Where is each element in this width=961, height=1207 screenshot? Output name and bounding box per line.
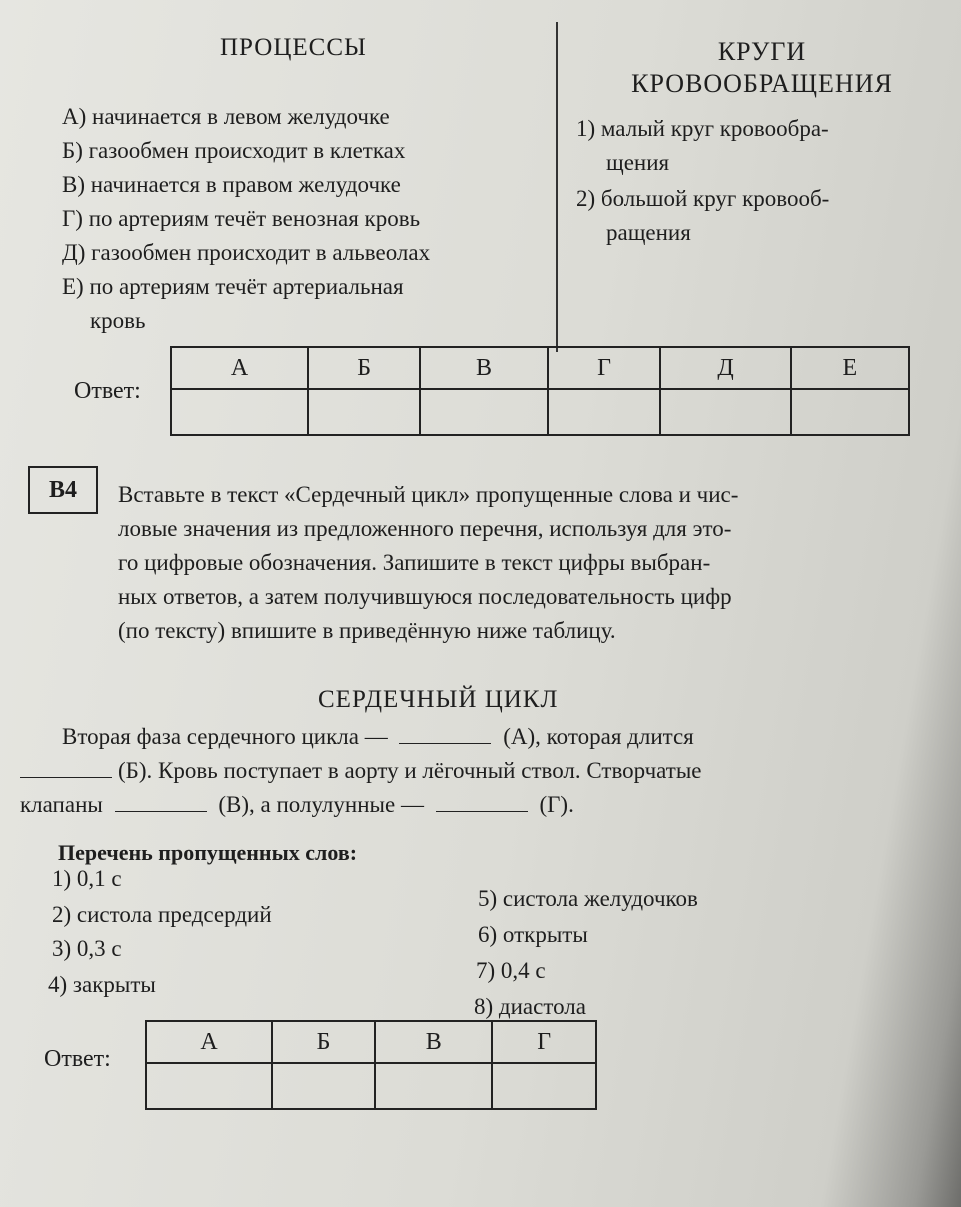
answer-table-1-header: В	[420, 347, 548, 389]
blank-g[interactable]	[436, 793, 528, 812]
answer-cell-a[interactable]	[171, 389, 308, 435]
answer-cell-g[interactable]	[548, 389, 661, 435]
process-item-a: А) начинается в левом желудочке	[62, 104, 390, 129]
answer2-cell-g[interactable]	[492, 1063, 596, 1109]
circulation-list	[576, 112, 829, 250]
process-item-g: Г) по артериям течёт венозная кровь	[62, 206, 421, 231]
word-option-6: 6) открыты	[478, 922, 588, 947]
answer-table-1-header: Д	[660, 347, 790, 389]
answer-table-1-header: Г	[548, 347, 661, 389]
answer-table-1-header: А	[171, 347, 308, 389]
word-list-title: Перечень пропущенных слов:	[58, 840, 358, 865]
task-instructions-line: (по тексту) впишите в приведённую ниже таблицу.	[118, 618, 616, 643]
answer-table-1-header-row	[171, 347, 909, 389]
task-instructions	[118, 478, 738, 648]
answer-table-2-header: Г	[492, 1021, 596, 1063]
process-item-e-continued: кровь	[90, 308, 146, 333]
processes-title: ПРОЦЕССЫ	[220, 34, 367, 61]
process-item-b: Б) газообмен происходит в клетках	[62, 138, 406, 163]
process-item-e: Е) по артериям течёт артериальная	[62, 274, 404, 299]
word-option-7: 7) 0,4 с	[476, 958, 546, 983]
cycle-text-segment: (Г).	[539, 792, 574, 817]
word-option-3: 3) 0,3 с	[52, 936, 122, 961]
column-divider	[556, 22, 558, 352]
answer2-cell-v[interactable]	[375, 1063, 492, 1109]
task-instructions-line: Вставьте в текст «Сердечный цикл» пропущенные слова и чис-	[118, 482, 739, 507]
circulation-title-line1: КРУГИ	[717, 37, 807, 66]
cycle-text-segment: (В), а полулунные —	[218, 792, 424, 817]
answer-table-2-header: А	[146, 1021, 272, 1063]
answer-table-2	[145, 1020, 597, 1110]
process-item-d: Д) газообмен происходит в альвеолах	[62, 240, 431, 265]
answer-cell-d[interactable]	[660, 389, 790, 435]
answer-label-2: Ответ:	[44, 1046, 111, 1072]
task-instructions-line: ных ответов, а затем получившуюся последовательность цифр	[118, 584, 732, 609]
answer2-cell-a[interactable]	[146, 1063, 272, 1109]
circulation-title-line2: КРОВООБРАЩЕНИЯ	[631, 69, 893, 98]
task-instructions-line: ловые значения из предложенного перечня, используя для это-	[118, 516, 732, 541]
circulation-item-1: 1) малый круг кровообра-	[576, 116, 829, 141]
blank-v[interactable]	[115, 793, 207, 812]
word-option-8: 8) диастола	[474, 994, 586, 1019]
task-number-badge: В4	[28, 466, 98, 514]
answer-table-2-header: В	[375, 1021, 492, 1063]
answer-cell-e[interactable]	[791, 389, 909, 435]
circulation-title	[612, 36, 912, 100]
word-option-5: 5) систола желудочков	[478, 886, 698, 911]
circulation-item-2-continued: ращения	[606, 220, 691, 245]
answer-table-2-header: Б	[272, 1021, 375, 1063]
answer-table-1-header: Б	[308, 347, 420, 389]
cycle-text	[20, 720, 702, 822]
cycle-text-segment: (Б). Кровь поступает в аорту и лёгочный ствол. Створчатые	[118, 758, 702, 783]
cycle-title: СЕРДЕЧНЫЙ ЦИКЛ	[318, 686, 559, 713]
answer-table-1-input-row	[171, 389, 909, 435]
word-option-1: 1) 0,1 с	[52, 866, 122, 891]
answer-cell-b[interactable]	[308, 389, 420, 435]
cycle-text-segment: (А), которая длится	[503, 724, 694, 749]
cycle-text-segment: клапаны	[20, 792, 103, 817]
process-item-v: В) начинается в правом желудочке	[62, 172, 401, 197]
answer-table-2-input-row	[146, 1063, 596, 1109]
answer-cell-v[interactable]	[420, 389, 548, 435]
word-option-4: 4) закрыты	[48, 972, 156, 997]
circulation-item-1-continued: щения	[606, 150, 670, 175]
blank-b[interactable]	[20, 759, 112, 778]
word-option-2: 2) систола предсердий	[52, 902, 272, 927]
blank-a[interactable]	[399, 725, 491, 744]
circulation-item-2: 2) большой круг кровооб-	[576, 186, 830, 211]
answer-table-1-header: Е	[791, 347, 909, 389]
answer-label-1: Ответ:	[74, 378, 141, 404]
processes-list	[62, 100, 430, 338]
answer-table-1	[170, 346, 910, 436]
cycle-text-segment: Вторая фаза сердечного цикла —	[62, 724, 388, 749]
task-instructions-line: го цифровые обозначения. Запишите в текст цифры выбран-	[118, 550, 711, 575]
answer-table-2-header-row	[146, 1021, 596, 1063]
answer2-cell-b[interactable]	[272, 1063, 375, 1109]
